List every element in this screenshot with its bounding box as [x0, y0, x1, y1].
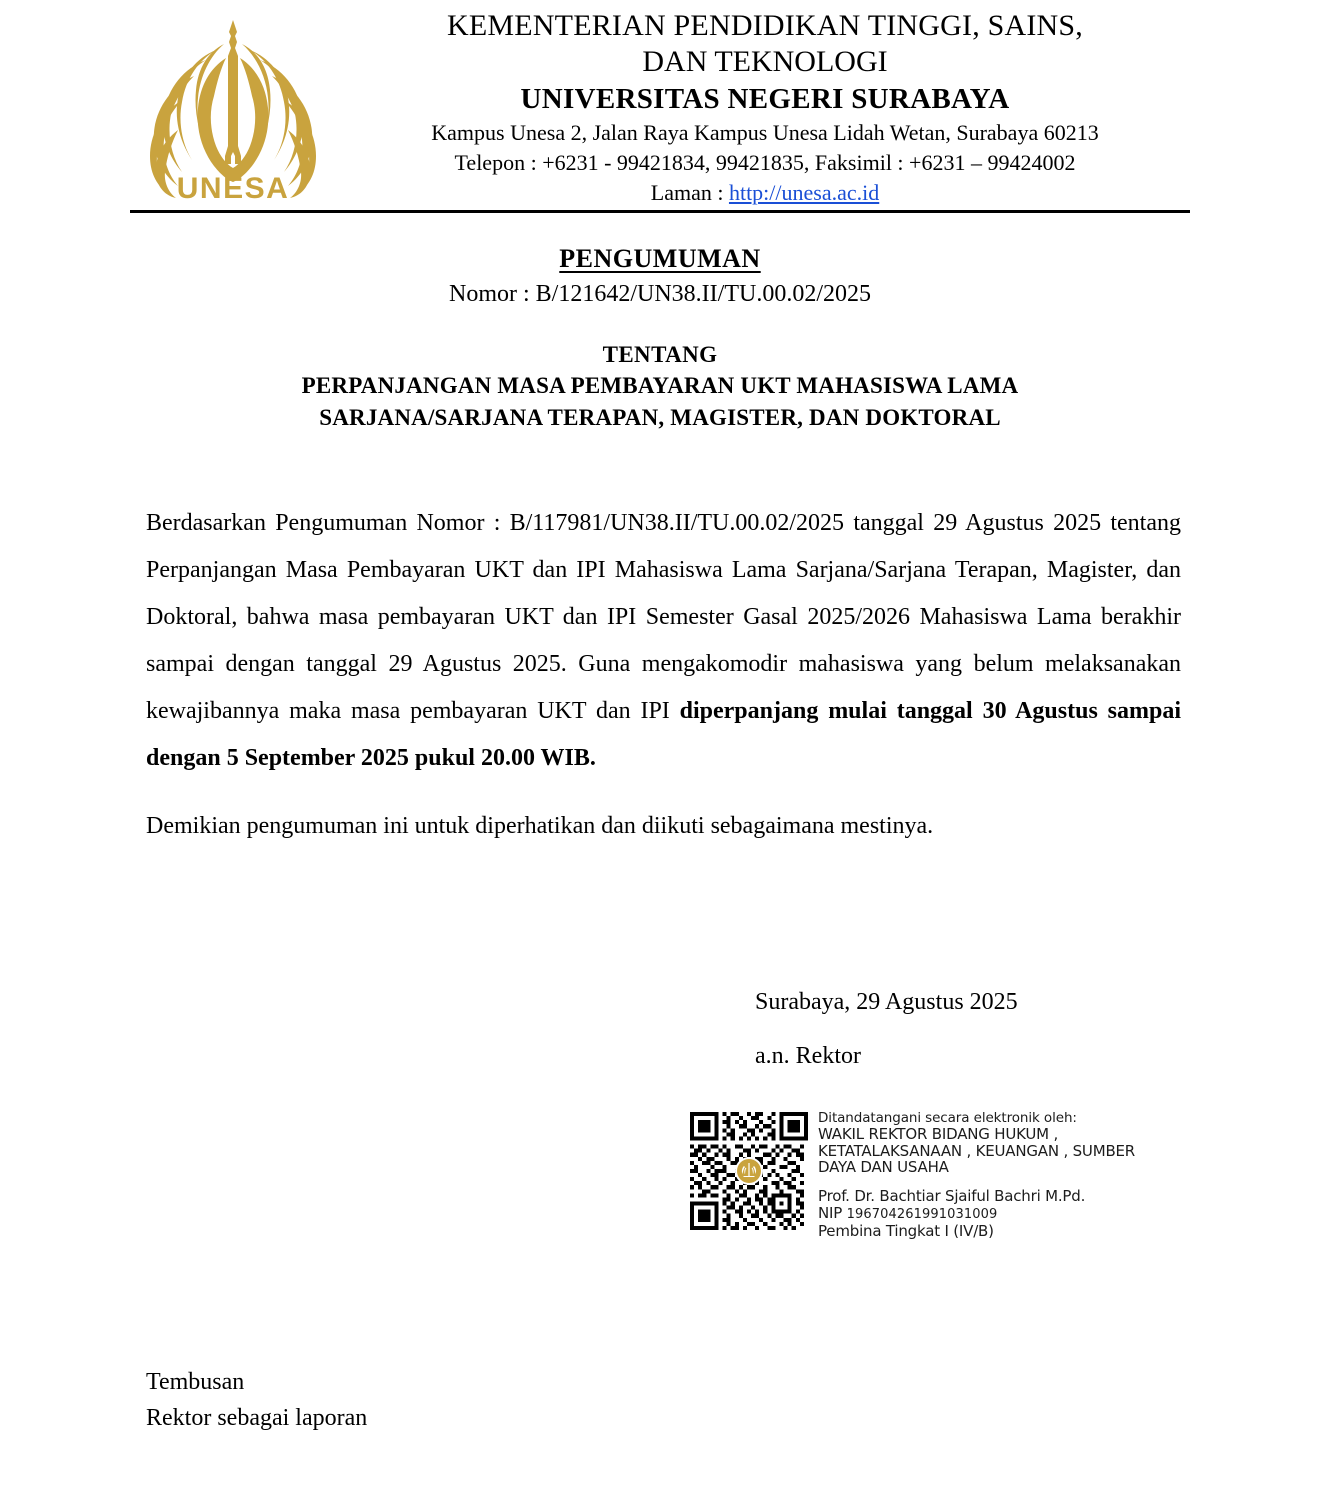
esign-position-line-2: KETATALAKSANAAN , KEUANGAN , SUMBER	[818, 1141, 1136, 1160]
esign-spacer	[818, 1176, 1160, 1188]
qr-center-logo	[735, 1157, 763, 1185]
website-label: Laman :	[650, 180, 729, 205]
closing-paragraph: Demikian pengumuman ini untuk diperhatikan dan diikuti sebagaimana mestinya.	[146, 813, 934, 839]
signature-on-behalf: a.n. Rektor	[755, 1043, 861, 1069]
page-title: PENGUMUMAN	[559, 244, 761, 273]
tembusan-item: Rektor sebagai laporan	[146, 1405, 368, 1431]
nip-number: 196704261991031009	[846, 1206, 998, 1222]
university-name: UNIVERSITAS NEGERI SURABAYA	[520, 83, 1010, 115]
logo-wordmark: UNESA	[176, 172, 290, 204]
letterhead-divider	[130, 210, 1190, 213]
body-text-emphasis: diperpanjang mulai tanggal 30 Agustus sampai dengan 5 September 2025 pukul 20.00 WIB.	[146, 698, 1181, 771]
qr-code[interactable]	[690, 1110, 808, 1232]
body-paragraph	[146, 500, 1181, 782]
phone-fax: Telepon : +6231 - 99421834, 99421835, Faksimil : +6231 – 99424002	[454, 150, 1076, 175]
nip-label: NIP	[818, 1203, 847, 1222]
title-block	[130, 243, 1190, 311]
electronic-signature	[690, 1110, 1160, 1240]
signer-name: Prof. Dr. Bachtiar Sjaiful Bachri M.Pd.	[818, 1186, 1086, 1205]
ministry-line-1: KEMENTERIAN PENDIDIKAN TINGGI, SAINS,	[447, 9, 1083, 42]
subject-line-1: PERPANJANGAN MASA PEMBAYARAN UKT MAHASISWA LAMA	[301, 373, 1019, 398]
tembusan-block	[146, 1364, 746, 1436]
signer-nip	[818, 1205, 1160, 1223]
subject-line-2: SARJANA/SARJANA TERAPAN, MAGISTER, DAN DOKTORAL	[319, 405, 1001, 430]
esign-intro: Ditandatangani secara elektronik oleh:	[818, 1110, 1077, 1126]
letterhead-text	[340, 8, 1190, 208]
subject-block	[130, 340, 1190, 434]
signer-rank: Pembina Tingkat I (IV/B)	[818, 1221, 994, 1240]
letterhead	[130, 0, 1190, 212]
esign-position-line-3: DAYA DAN USAHA	[818, 1158, 949, 1176]
campus-address: Kampus Unesa 2, Jalan Raya Kampus Unesa Lidah Wetan, Surabaya 60213	[431, 120, 1099, 145]
website-line	[340, 178, 1190, 208]
signature-place-date: Surabaya, 29 Agustus 2025	[755, 989, 1018, 1015]
esign-position-line-1: WAKIL REKTOR BIDANG HUKUM ,	[818, 1125, 1059, 1143]
tembusan-label: Tembusan	[146, 1369, 245, 1395]
unesa-logo	[138, 6, 328, 204]
signature-block	[690, 986, 1160, 1072]
subject-label: TENTANG	[602, 342, 718, 367]
body-text-plain: Berdasarkan Pengumuman Nomor : B/117981/UN38.II/TU.00.02/2025 tanggal 29 Agustus 2025 tentang Perpanjangan Masa Pembayaran UKT dan IPI Mahasiswa Lama Sarjana/Sarjana Terapan, Magister, dan Doktoral, bahwa masa pembayaran UKT dan IPI Semester Gasal 2025/2026 Mahasiswa Lama berakhir sampai dengan tanggal 29 Agustus 2025. Guna mengakomodir mahasiswa yang belum melaksanakan kewajibannya maka masa pembayaran UKT dan IPI	[146, 510, 1181, 724]
document-number: Nomor : B/121642/UN38.II/TU.00.02/2025	[449, 281, 871, 307]
website-link[interactable]: http://unesa.ac.id	[728, 180, 880, 205]
ministry-line-2: DAN TEKNOLOGI	[642, 45, 888, 78]
esign-details	[808, 1110, 1160, 1240]
